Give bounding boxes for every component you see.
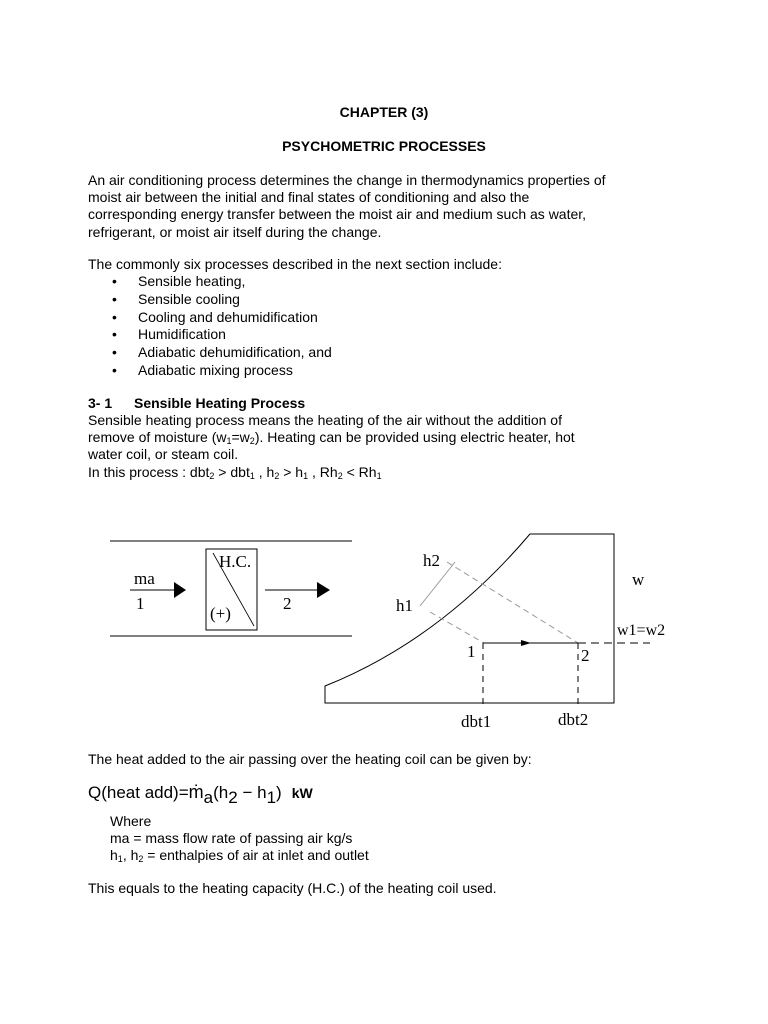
list-item: • Adiabatic dehumidification, and <box>112 344 332 362</box>
state-point-2: 2 <box>581 646 590 665</box>
w-axis-label: w <box>632 570 645 589</box>
list-item: • Sensible heating, <box>112 273 332 291</box>
plus-label: (+) <box>210 604 231 623</box>
section-number: 3- 1 <box>88 395 113 411</box>
inlet-state-label: 1 <box>136 594 145 613</box>
section-line: Sensible heating process means the heating of the air without the addition of <box>88 412 562 428</box>
chart-outline <box>325 534 614 703</box>
enthalpy-definition: $h_1$, $h_2$ = enthalpies of air at inlet and outlet <box>110 847 369 865</box>
list-item: • Humidification <box>112 326 332 344</box>
process-condition: In this process : dbt$_2$ > dbt$_1$ , $h_2 > h_1$ , $Rh_2 < Rh_1$ <box>88 463 382 481</box>
h2-enthalpy-line <box>447 562 578 643</box>
dbt1-label: dbt1 <box>461 712 492 731</box>
chapter-subtitle: PSYCHOMETRIC PROCESSES <box>282 138 486 154</box>
intro-line: moist air between the initial and final states of conditioning and also the <box>88 189 530 206</box>
closing-text: This equals to the heating capacity (H.C.) of the heating coil used. <box>88 880 497 896</box>
h1-label: h1 <box>396 596 413 615</box>
process-arrow-head <box>521 640 531 646</box>
ma-label: ma <box>134 569 155 588</box>
w1-w2-label: w1=w2 <box>617 622 666 639</box>
list-item: • Adiabatic mixing process <box>112 362 332 380</box>
chapter-title: CHAPTER (3) <box>339 104 429 120</box>
list-item: • Cooling and dehumidification <box>112 309 332 327</box>
intro-line: refrigerant, or moist air itself during the change. <box>88 223 382 240</box>
heat-added-text: The heat added to the air passing over the heating coil can be given by: <box>88 751 532 767</box>
heat-equation: Q(heat add)=ṁa(h2 − h1) kW <box>88 782 313 807</box>
processes-intro: The commonly six processes described in the next section include: <box>88 256 502 272</box>
intro-line: An air conditioning process determines the change in thermodynamics properties of <box>88 172 606 188</box>
where-label: Where <box>110 813 152 829</box>
inlet-arrow-head <box>174 582 186 598</box>
section-line: remove of moisture $(w_1=w_2)$. Heating can be provided using electric heater, hot <box>88 429 575 447</box>
outlet-arrow-head <box>317 582 330 598</box>
h1-enthalpy-line <box>430 612 484 643</box>
where-block <box>110 813 369 865</box>
outlet-state-label: 2 <box>283 594 292 613</box>
list-item: • Sensible cooling <box>112 291 332 309</box>
section-line: water coil, or steam coil. <box>88 446 239 463</box>
state-point-1: 1 <box>467 642 476 661</box>
h2-label: h2 <box>423 551 440 570</box>
ma-definition: ma = mass flow rate of passing air kg/s <box>110 830 353 847</box>
dbt2-label: dbt2 <box>558 710 589 729</box>
intro-line: corresponding energy transfer between the moist air and medium such as water, <box>88 206 587 223</box>
section-title: Sensible Heating Process <box>134 395 306 411</box>
hc-label: H.C. <box>219 552 252 571</box>
